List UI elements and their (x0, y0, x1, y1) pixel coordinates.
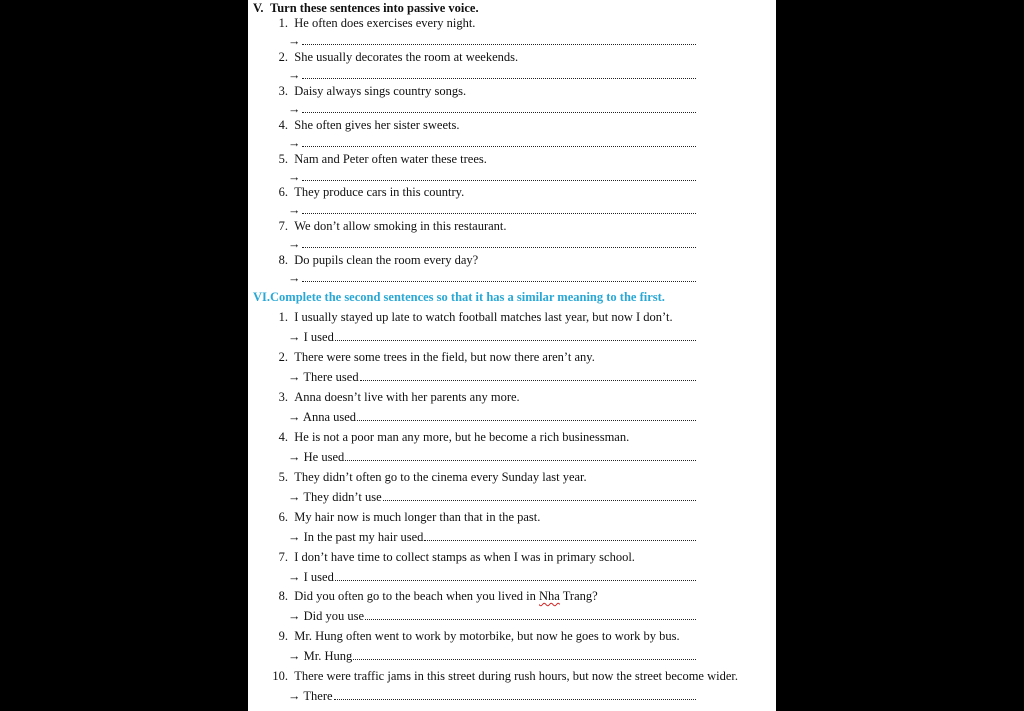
answer-line[interactable] (288, 530, 696, 544)
answer-prefix: → He used (288, 450, 345, 464)
answer-prefix: → I used (288, 330, 334, 344)
exercise-question (248, 510, 540, 524)
question-text: They didn’t often go to the cinema every Sunday last year. (294, 470, 587, 484)
answer-prefix: → Did you use (288, 609, 365, 623)
item-number: 9. (278, 629, 288, 643)
answer-line[interactable] (288, 170, 696, 184)
item-number: 2. (278, 350, 288, 364)
question-text-start: Did you often go to the beach when you lived in (294, 589, 539, 603)
answer-line[interactable] (288, 237, 696, 251)
section-5-heading (253, 1, 479, 15)
exercise-question (248, 253, 478, 267)
question-text (294, 589, 597, 603)
question-text: I don’t have time to collect stamps as when I was in primary school. (294, 550, 635, 564)
question-text: Mr. Hung often went to work by motorbike, but now he goes to work by bus. (294, 629, 680, 643)
exercise-question (248, 470, 587, 484)
item-number: 3. (278, 390, 288, 404)
question-text: My hair now is much longer than that in the past. (294, 510, 541, 524)
spellcheck-flagged-word: Nha (539, 589, 560, 603)
section-6-heading (253, 290, 665, 304)
answer-prefix: → (288, 136, 301, 150)
item-number: 1. (278, 310, 288, 324)
dotted-answer-blank[interactable] (360, 370, 696, 381)
item-number: 1. (278, 16, 288, 30)
dotted-answer-blank[interactable] (302, 170, 697, 181)
answer-prefix: → (288, 271, 301, 285)
question-text: She often gives her sister sweets. (294, 118, 460, 132)
exercise-question (248, 669, 738, 683)
exercise-question (248, 629, 680, 643)
answer-line[interactable] (288, 370, 696, 384)
question-text: He often does exercises every night. (294, 16, 476, 30)
item-number: 2. (278, 50, 288, 64)
answer-prefix: → (288, 203, 301, 217)
dotted-answer-blank[interactable] (345, 450, 696, 461)
item-number: 8. (278, 589, 288, 603)
answer-line[interactable] (288, 102, 696, 116)
item-number: 5. (278, 470, 288, 484)
dotted-answer-blank[interactable] (302, 34, 697, 45)
exercise-question (248, 152, 487, 166)
dotted-answer-blank[interactable] (335, 570, 696, 581)
answer-prefix: → (288, 237, 301, 251)
answer-prefix: → Anna used (288, 410, 357, 424)
answer-line[interactable] (288, 136, 696, 150)
question-text: I usually stayed up late to watch football matches last year, but now I don’t. (294, 310, 673, 324)
answer-prefix: → In the past my hair used (288, 530, 424, 544)
dotted-answer-blank[interactable] (302, 68, 697, 79)
dotted-answer-blank[interactable] (383, 490, 696, 501)
exercise-question (248, 16, 475, 30)
answer-prefix: → They didn’t use (288, 490, 382, 504)
exercise-question (248, 430, 629, 444)
question-text: They produce cars in this country. (294, 185, 465, 199)
dotted-answer-blank[interactable] (302, 102, 697, 113)
exercise-question (248, 589, 598, 603)
item-number: 10. (272, 669, 288, 683)
answer-line[interactable] (288, 490, 696, 504)
dotted-answer-blank[interactable] (353, 649, 696, 660)
question-text: We don’t allow smoking in this restaurant. (294, 219, 507, 233)
exercise-question (248, 118, 460, 132)
dotted-answer-blank[interactable] (302, 271, 697, 282)
item-number: 4. (278, 430, 288, 444)
question-text: Do pupils clean the room every day? (294, 253, 479, 267)
exercise-question (248, 50, 518, 64)
exercise-question (248, 185, 464, 199)
section-6-title: Complete the second sentences so that it has a similar meaning to the first. (270, 290, 665, 304)
dotted-answer-blank[interactable] (335, 330, 696, 341)
question-text: Anna doesn’t live with her parents any more. (294, 390, 520, 404)
answer-line[interactable] (288, 203, 696, 217)
exercise-question (248, 219, 507, 233)
item-number: 6. (278, 510, 288, 524)
answer-prefix: → (288, 170, 301, 184)
answer-line[interactable] (288, 271, 696, 285)
dotted-answer-blank[interactable] (302, 237, 697, 248)
answer-prefix: → Mr. Hung (288, 649, 353, 663)
section-6-number: VI. (253, 290, 271, 304)
answer-prefix: → (288, 68, 301, 82)
exercise-question (248, 350, 595, 364)
answer-prefix: → (288, 102, 301, 116)
question-text-end: Trang? (559, 589, 598, 603)
dotted-answer-blank[interactable] (424, 530, 696, 541)
dotted-answer-blank[interactable] (334, 689, 696, 700)
item-number: 4. (278, 118, 288, 132)
answer-line[interactable] (288, 330, 696, 344)
answer-line[interactable] (288, 570, 696, 584)
answer-line[interactable] (288, 609, 696, 623)
answer-prefix: → I used (288, 570, 334, 584)
answer-prefix: → (288, 34, 301, 48)
dotted-answer-blank[interactable] (357, 410, 696, 421)
item-number: 7. (278, 550, 288, 564)
exercise-question (248, 310, 673, 324)
answer-line[interactable] (288, 34, 696, 48)
answer-prefix: → There (288, 689, 333, 703)
question-text: There were some trees in the field, but now there aren’t any. (294, 350, 595, 364)
item-number: 5. (278, 152, 288, 166)
question-text: There were traffic jams in this street during rush hours, but now the street become wider. (294, 669, 738, 683)
answer-prefix: → There used (288, 370, 359, 384)
section-5-number: V. (253, 1, 264, 15)
answer-line[interactable] (288, 689, 696, 703)
section-5-title: Turn these sentences into passive voice. (270, 1, 479, 15)
item-number: 8. (278, 253, 288, 267)
exercise-question (248, 390, 520, 404)
answer-line[interactable] (288, 649, 696, 663)
question-text: He is not a poor man any more, but he become a rich businessman. (294, 430, 630, 444)
answer-line[interactable] (288, 68, 696, 82)
item-number: 3. (278, 84, 288, 98)
exercise-question (248, 84, 466, 98)
exercise-question (248, 550, 635, 564)
item-number: 7. (278, 219, 288, 233)
item-number: 6. (278, 185, 288, 199)
answer-line[interactable] (288, 450, 696, 464)
dotted-answer-blank[interactable] (302, 203, 697, 214)
question-text: Nam and Peter often water these trees. (294, 152, 487, 166)
question-text: Daisy always sings country songs. (294, 84, 467, 98)
question-text: She usually decorates the room at weekends. (294, 50, 519, 64)
answer-line[interactable] (288, 410, 696, 424)
dotted-answer-blank[interactable] (302, 136, 697, 147)
worksheet-page (248, 0, 776, 711)
dotted-answer-blank[interactable] (365, 609, 696, 620)
